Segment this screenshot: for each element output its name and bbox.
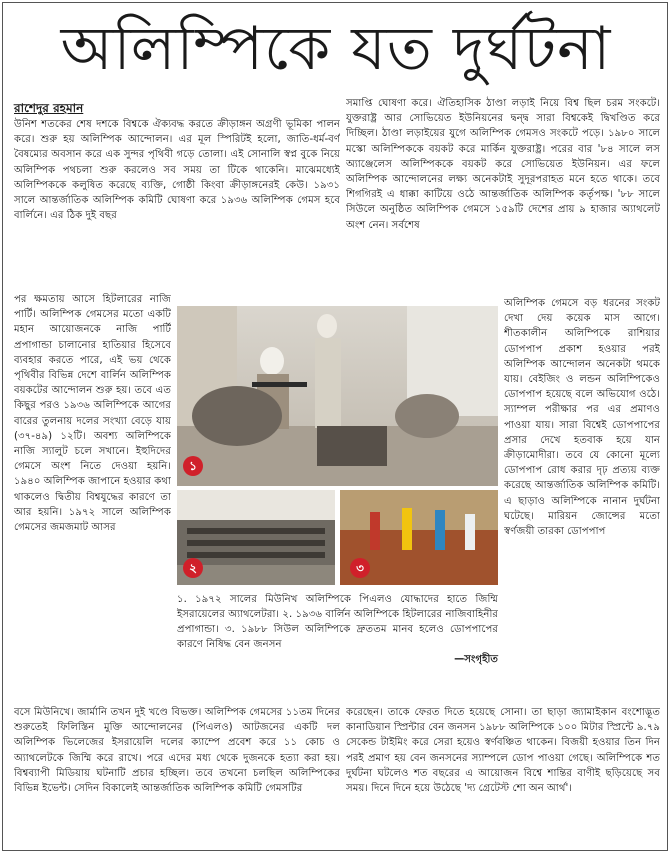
photo-berlin-1936 bbox=[177, 490, 335, 585]
photo-munich-illustration bbox=[177, 306, 498, 486]
column-bottom-right: করেছেন। তাকে ফেরত দিতে হয়েছে সোনা। তা ছাড়া জ্যামাইকান বংশোদ্ভূত কানাডিয়ান স্প্রিন্টার বেন জনসন ১৯৮৮ অলিম্পিকে ১০০ মিটার স্প্রিন্টে ৯.৭৯ সেকেন্ড টাইমিং করে সেরা হয়েও স্বর্ণবঞ্চিত থাকেন। বিজয়ী হওয়ার তিন দিন পরই প্রমাণ হয় বেন জনসনের স্যাম্পলে ডোপ পাওয়া গেছে। অলিম্পিকে শত দুর্ঘটনা ঘটলেও শত বছরের এ আয়োজন বিশ্বে শান্তির বাণীই ছড়িয়েছে সব সময়। দিনে দিনে হয়ে উঠেছে 'দ্য গ্রেটেস্ট শো অন আর্থ'। bbox=[346, 707, 660, 795]
photo-seoul-1988 bbox=[340, 490, 498, 585]
column-right-intro: সমাপ্তি ঘোষণা করে। ঐতিহাসিক ঠাণ্ডা লড়াই নিয়ে বিশ্ব ছিল চরম সংকটে। যুক্তরাষ্ট্র আর সোভিয়েত ইউনিয়নের দ্বন্দ্ব সারা বিশ্বকেই দ্বিখণ্ডিত করে দিচ্ছিল। ঠাণ্ডা লড়াইয়ের যুগে অলিম্পিক গেমসও সংকটে পড়ে। ১৯৮০ সালে মস্কো অলিম্পিককে বয়কট করে মার্কিন যুক্তরাষ্ট্র। পরের বার '৮৪ সালে লস অ্যাঞ্জেলেস অলিম্পিককে বয়কট করে সোভিয়েত ইউনিয়ন। এর ফলে অলিম্পিক আন্দোলনের লক্ষ্য অনেকটাই সুদূরপরাহত মনে হতে থাকে। তবে শিগগিরই এ ধাক্কা কাটিয়ে ওঠে আন্তর্জাতিক অলিম্পিক কর্তৃপক্ষ। '৮৮ সালে সিউলে অনুষ্ঠিত অলিম্পিক গেমসে ১৫৯টি দেশের প্রায় ৯ হাজার অ্যাথলেট অংশ নেন। সর্বশেষ bbox=[346, 98, 660, 231]
photo-number-badge: ১ bbox=[183, 456, 203, 476]
headline: অলিম্পিকে যত দুর্ঘটনা bbox=[60, 14, 612, 84]
column-left-intro: উনিশ শতকের শেষ দশকে বিশ্বকে ঐক্যবদ্ধ করতে ক্রীড়াঙ্গন অগ্রণী ভূমিকা পালন করে। শুরু হয় অলিম্পিক আন্দোলন। এর মূল স্পিরিটই হলো, জাতি-ধর্ম-বর্ণ বৈষম্যের অবসান করে এক সুন্দর পৃথিবী গড়ে তোলা। এই সোনালি স্বপ্ন বুকে নিয়ে অলিম্পিক পথচলা শুরু করলেও সব সময় তা টিকে থাকেনি। মাঝেমধ্যেই অলিম্পিককে কলুষিত করেছে ব্যক্তি, গোষ্ঠী কিংবা ক্রীড়াঙ্গনেরই কেউ। ১৯৩১ সালে আন্তর্জাতিক অলিম্পিক কমিটি ঘোষণা করে ১৯৩৬ অলিম্পিক গেমস হবে বার্লিনে। এর ঠিক দুই বছর bbox=[14, 119, 340, 222]
column-right-side: অলিম্পিক গেমসে বড় ধরনের সংকট দেখা দেয় কয়েক মাস আগে। শীতকালীন অলিম্পিকে রাশিয়ার ডোপপাপ প্রকাশ হওয়ার পরই অলিম্পিক আন্দোলন অনেকটা থমকে যায়। বেইজিং ও লন্ডন অলিম্পিকেও ডোপপাপ হয়েছে বলে অভিযোগ ওঠে। স্যাম্পল পরীক্ষার পর এর প্রমাণও পাওয়া যায়। সারা বিশ্বেই ডোপপাপের প্রসার দেখে হতবাক হয়ে যান ক্রীড়ামোদীরা। তবে যে কোনো মূল্যে ডোপপাপ রোধ করার দৃঢ় প্রত্যয় ব্যক্ত করেছে আন্তর্জাতিক অলিম্পিক কমিটি। এ ছাড়াও অলিম্পিকে নানান দুর্ঘটনা ঘটেছে। মারিয়ন জোন্সের মতো স্বর্ণজয়ী তারকা ডোপপাপ bbox=[504, 298, 660, 538]
photo-caption bbox=[177, 592, 498, 667]
photo-number-badge: ৩ bbox=[350, 558, 370, 578]
column-left-side: পর ক্ষমতায় আসে হিটলারের নাজি পার্টি। অলিম্পিক গেমসের মতো একটি মহান আয়োজনকে নাজি পার্টি প্রপাগান্ডা চালানোর হাতিয়ার হিসেবে ব্যবহার করতে পারে, এই ভয় থেকে পৃথিবীর বিভিন্ন দেশে বার্লিন অলিম্পিক বয়কটের আন্দোলন শুরু হয়। তবে এত কিছুর পরও ১৯৩৬ অলিম্পিকে আগের বারের তুলনায় দলের সংখ্যা বেড়ে যায় (৩৭-৪৯) ১২টি। অবশ্য অলিম্পিকে নাজি স্যালুট চলে সখানে। ইহুদিদের গেমসে অংশ নিতে দেওয়া হয়নি। ১৯৪০ অলিম্পিক জাপানে হওয়ার কথা থাকলেও দ্বিতীয় বিশ্বযুদ্ধের কারণে তা আর হয়নি। ১৯৭২ সালে অলিম্পিক গেমসের জমজমাট আসর bbox=[14, 294, 171, 534]
photo-credit: —সংগৃহীত bbox=[454, 654, 498, 665]
photo-number-badge: ২ bbox=[183, 558, 203, 578]
photo-munich-hostages bbox=[177, 306, 498, 486]
caption-text: ১. ১৯৭২ সালের মিউনিখ অলিম্পিকে পিএলও যোদ্ধাদের হাতে জিম্মি ইসরায়েলের অ্যাথলেটরা। ২. ১৯৩৬ বার্লিন অলিম্পিকে হিটলারের নাজিবাহিনীর প্রপাগান্ডা। ৩. ১৯৮৮ সিউল অলিম্পিকে দ্রুততম মানব হলেও ডোপপাপের কারণে নিষিদ্ধ বেন জনসন bbox=[177, 594, 498, 650]
byline: রাশেদুর রহমান bbox=[14, 101, 84, 115]
column-bottom-left: বসে মিউনিখে। জার্মানি তখন দুই খণ্ডে বিভক্ত। অলিম্পিক গেমসের ১১তম দিনের শুরুতেই ফিলিস্তিন মুক্তি আন্দোলনের (পিএলও) আটজনের একটি দল অলিম্পিক ভিলেজের ইসরায়েলি দলের ক্যাম্পে প্রবেশ করে ১১ কোচ ও অ্যাথলেটকে জিম্মি করে রাখে। পরে এদের মধ্য থেকে দুজনকে হত্যা করা হয়। বিশ্বব্যাপী মিডিয়ায় ঘটনাটি প্রচার হচ্ছিল। তবে তখনো চলছিল অলিম্পিকের বিভিন্ন ইভেন্ট। সেদিন বিকালেই আন্তর্জাতিক অলিম্পিক কমিটি গেমসটির bbox=[14, 707, 340, 795]
